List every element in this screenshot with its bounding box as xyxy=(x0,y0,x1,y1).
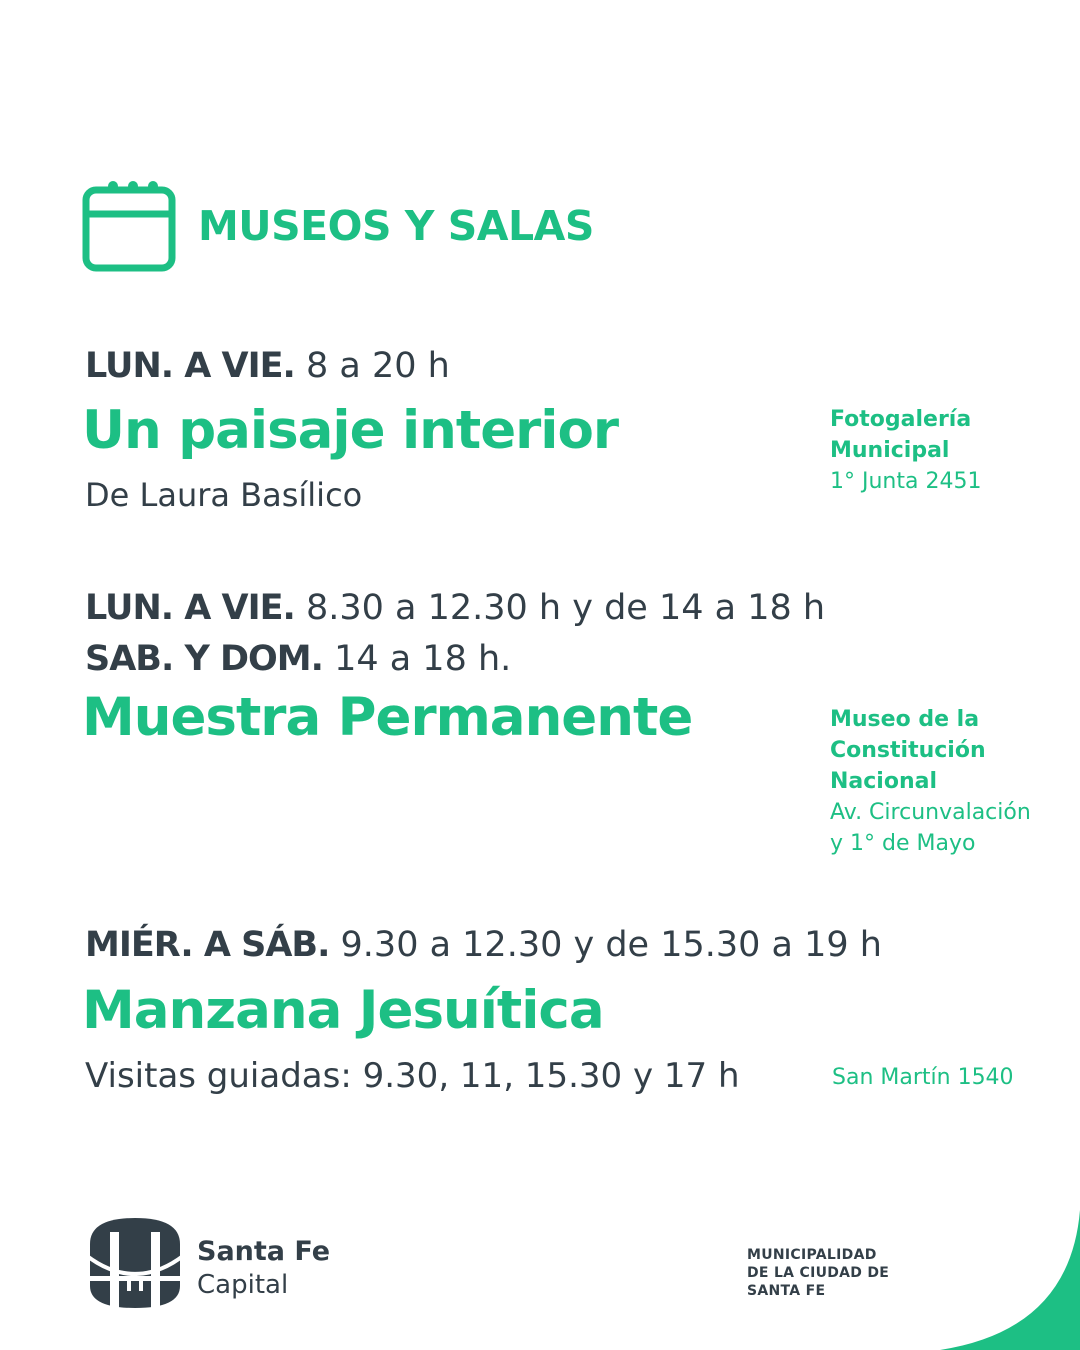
municipality-label xyxy=(747,1246,889,1300)
schedule-days: SAB. Y DOM. xyxy=(85,639,323,679)
event-3-venue xyxy=(832,1062,1014,1093)
event-1-venue xyxy=(830,404,981,497)
venue-name-line: Municipal xyxy=(830,438,950,463)
venue-name-line: Fotogalería xyxy=(830,407,972,432)
venue-address-line: San Martín 1540 xyxy=(832,1065,1014,1090)
venue-address-line: y 1° de Mayo xyxy=(830,831,976,856)
event-3-title: Manzana Jesuítica xyxy=(82,980,604,1041)
venue-name-line: Museo de la xyxy=(830,707,980,732)
corner-decoration xyxy=(940,1210,1080,1350)
calendar-icon xyxy=(82,180,176,272)
schedule-days: LUN. A VIE. xyxy=(85,588,295,628)
section-title: MUSEOS Y SALAS xyxy=(198,202,594,250)
municipality-line: DE LA CIUDAD DE xyxy=(747,1265,890,1281)
event-3-schedule-line-1 xyxy=(85,925,882,965)
schedule-hours: 8.30 a 12.30 h y de 14 a 18 h xyxy=(305,588,826,628)
venue-address-line: Av. Circunvalación xyxy=(830,800,1031,825)
event-1-subtitle: De Laura Basílico xyxy=(85,476,363,514)
municipality-line: SANTA FE xyxy=(747,1283,826,1299)
event-1-title: Un paisaje interior xyxy=(82,400,618,461)
venue-name-line: Nacional xyxy=(830,769,938,794)
event-3-subtitle: Visitas guiadas: 9.30, 11, 15.30 y 17 h xyxy=(85,1056,740,1096)
event-2-schedule-line-2 xyxy=(85,639,511,679)
brand-subname: Capital xyxy=(197,1270,289,1300)
event-2-title: Muestra Permanente xyxy=(82,687,693,748)
event-2-schedule-line-1 xyxy=(85,588,825,628)
schedule-hours: 8 a 20 h xyxy=(305,346,450,386)
event-2-venue xyxy=(830,704,1031,859)
municipality-line: MUNICIPALIDAD xyxy=(747,1247,877,1263)
schedule-hours: 9.30 a 12.30 y de 15.30 a 19 h xyxy=(340,925,882,965)
bridge-logo-icon xyxy=(82,1214,188,1312)
schedule-days: LUN. A VIE. xyxy=(85,346,295,386)
event-1-schedule-line-1 xyxy=(85,346,450,386)
schedule-hours: 14 a 18 h. xyxy=(334,639,512,679)
venue-address-line: 1° Junta 2451 xyxy=(830,469,982,494)
venue-name-line: Constitución xyxy=(830,738,986,763)
brand-name: Santa Fe xyxy=(197,1236,331,1267)
schedule-days: MIÉR. A SÁB. xyxy=(85,925,330,965)
